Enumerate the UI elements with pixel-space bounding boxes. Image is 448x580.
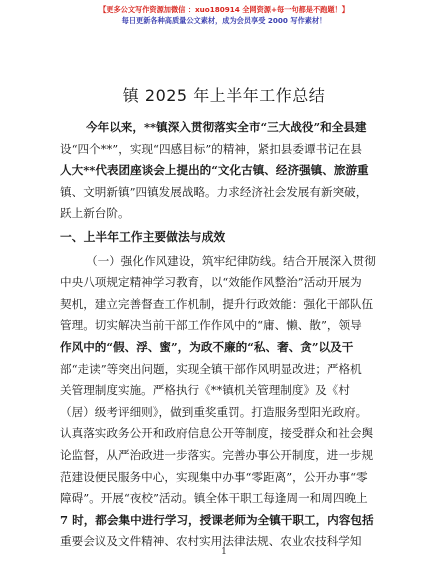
paragraph-line: （一）强化作风建设，筑牢纪律防线。结合开展深入贯彻 (86, 253, 376, 268)
promo-banner-line-1: 【更多公文写作资源加微信 ：xuo180914 全网资源+每一句都是不跑题！】 (99, 5, 349, 14)
paragraph-line: 障碍”。开展“夜校”活动。镇全体干职工每逢周一和周四晚上 (60, 491, 368, 506)
paragraph-line: （居）级考评细则》，做到重奖重罚。打造服务型阳光政府。 (60, 404, 368, 419)
paragraph-line: 中央八项规定精神学习教育，以“效能作风整治”活动开展为 (60, 275, 362, 290)
section-heading: 一、上半年工作主要做法与成效 (60, 229, 226, 244)
paragraph-line: 重要会议及文件精神、农村实用法律法规、农业农技科学知 (60, 534, 362, 549)
paragraph-line: 关管理制度实施。严格执行《**镇机关管理制度》及《村 (60, 383, 350, 398)
paragraph-line: 论监督，从严治政进一步落实。完善办事公开制度，进一步规 (60, 447, 374, 462)
paragraph-line: 作风中的“假、浮、蜜”，为政不廉的“私、奢、贪”以及干 (60, 339, 354, 354)
promo-banner (0, 4, 448, 26)
paragraph-line: 7 时，都会集中进行学习，授课老师为全镇干职工，内容包括 (60, 512, 374, 527)
paragraph-line: 契机，建立完善督查工作机制，提升行政效能：强化干部队伍 (60, 296, 374, 311)
document-body (60, 117, 390, 553)
paragraph-line: 范建设便民服务中心，实现集中办事“零距离”，公开办事“零 (60, 469, 368, 484)
promo-banner-line-2: 每日更新各种高质量公文素材，成为会员享受 2000 写作素材！ (121, 16, 327, 25)
intro-line: 人大**代表团座谈会上提出的“文化古镇、经济强镇、旅游重 (60, 163, 369, 178)
intro-line: 镇、文明新镇”四镇发展战略。力求经济社会发展有新突破， (60, 184, 368, 199)
document-title: 镇 2025 年上半年工作总结 (122, 86, 326, 105)
intro-line: 今年以来，**镇深入贯彻落实全市“三大战役”和全县建 (86, 120, 367, 134)
intro-line: 设“四个**”，实现“四感目标”的精神，紧扣县委谭书记在县 (60, 141, 362, 156)
paragraph-line: 管理。切实解决当前干部工作作风中的“庸、懒、散”，领导 (60, 318, 362, 333)
paragraph-line: 部“走读”等突出问题，实现全镇干部作风明显改进；严格机 (60, 361, 362, 376)
paragraph-line: 认真落实政务公开和政府信息公开等制度，接受群众和社会舆 (60, 426, 374, 441)
page-number: 1 (221, 547, 227, 557)
intro-line: 跃上新台阶。 (60, 206, 130, 221)
